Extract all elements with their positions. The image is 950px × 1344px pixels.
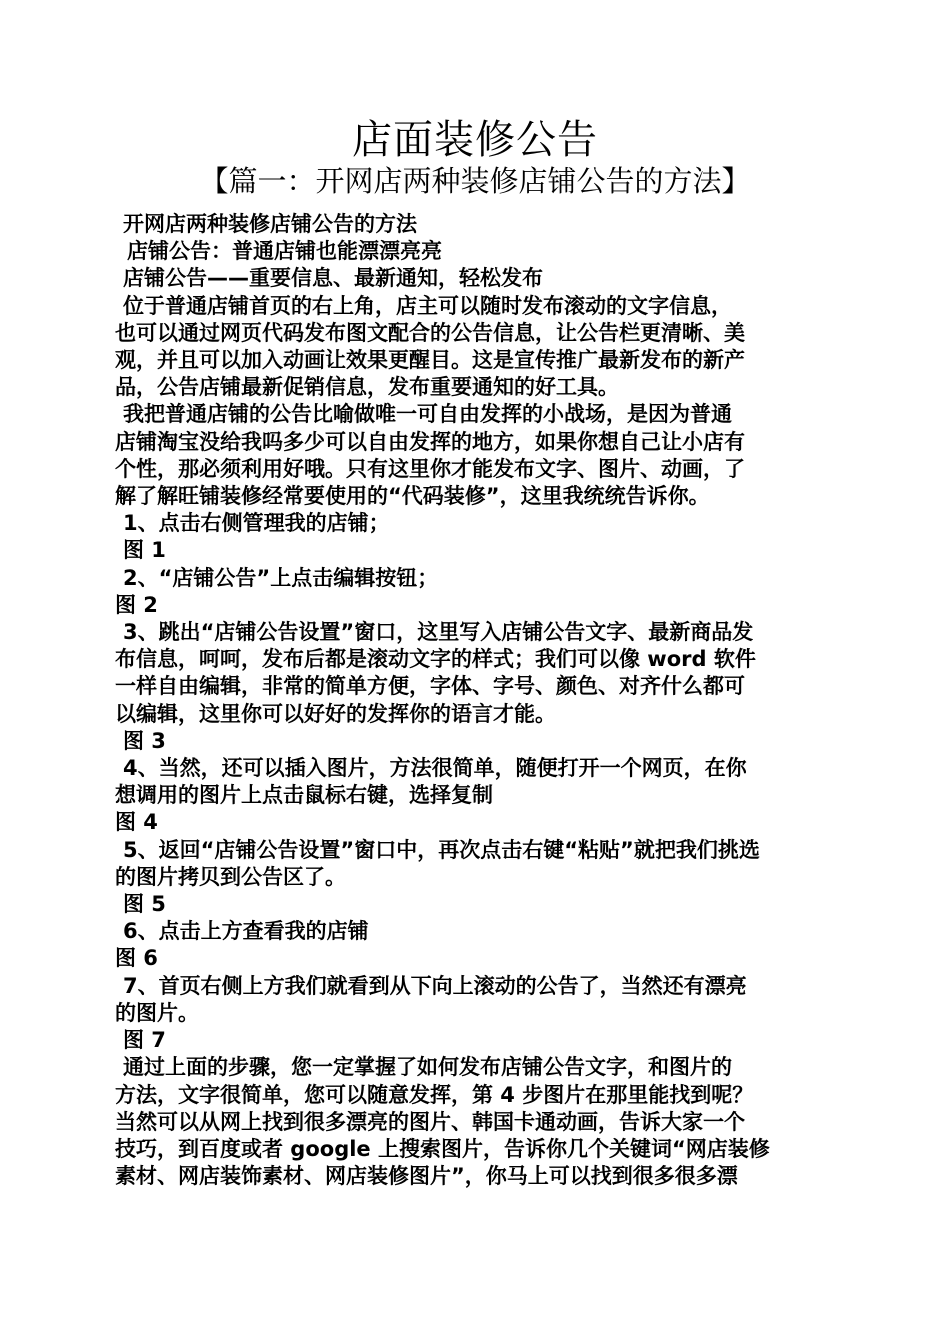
heading-line: 开网店两种装修店铺公告的方法 [123,212,417,236]
paragraph-line: 通过上面的步骤，您一定掌握了如何发布店铺公告文字，和图片的 [123,1055,732,1080]
figure-label: 图 6 [115,946,158,971]
paragraph-line: 个性，那必须利用好哦。只有这里你才能发布文字、图片、动画，了 [115,456,745,481]
paragraph-line: 位于普通店铺首页的右上角，店主可以随时发布滚动的文字信息， [123,293,732,318]
step-line: 2、“店铺公告”上点击编辑按钮； [123,565,439,590]
document-subtitle: 【篇一：开网店两种装修店铺公告的方法】 [199,164,751,198]
document-title: 店面装修公告 [352,117,598,163]
paragraph-line: 也可以通过网页代码发布图文配合的公告信息，让公告栏更清晰、美 [115,320,745,345]
paragraph-line: 布信息，呵呵，发布后都是滚动文字的样式；我们可以像 word 软件 [115,647,756,672]
paragraph-line: 当然可以从网上找到很多漂亮的图片、韩国卡通动画，告诉大家一个 [115,1109,745,1134]
heading-line: 店铺公告：普通店铺也能漂漂亮亮 [127,239,442,264]
figure-label: 图 1 [123,538,166,563]
paragraph-line: 技巧，到百度或者 google 上搜索图片，告诉你几个关键词“网店装修 [115,1136,770,1161]
figure-label: 图 3 [123,728,166,753]
paragraph-line: 观，并且可以加入动画让效果更醒目。这是宣传推广最新发布的新产 [115,348,745,373]
heading-line: 店铺公告——重要信息、最新通知，轻松发布 [123,266,543,291]
step-line: 7、首页右侧上方我们就看到从下向上滚动的公告了，当然还有漂亮 [123,973,747,998]
figure-label: 图 2 [115,592,158,617]
paragraph-line: 品，公告店铺最新促销信息，发布重要通知的好工具。 [115,375,619,400]
paragraph-line: 以编辑，这里你可以好好的发挥你的语言才能。 [115,701,556,726]
paragraph-line: 店铺淘宝没给我吗多少可以自由发挥的地方，如果你想自己让小店有 [115,429,745,454]
step-line: 3、跳出“店铺公告设置”窗口，这里写入店铺公告文字、最新商品发 [123,620,754,645]
paragraph-line: 一样自由编辑，非常的简单方便，字体、字号、颜色、对齐什么都可 [115,674,745,699]
document-body [115,211,835,1190]
paragraph-line: 的图片。 [115,1000,199,1025]
figure-label: 图 4 [115,810,158,835]
figure-label: 图 7 [123,1028,166,1053]
paragraph-line: 方法，文字很简单，您可以随意发挥，第 4 步图片在那里能找到呢？ [115,1082,754,1107]
paragraph-line: 解了解旺铺装修经常要使用的“代码装修”，这里我统统告诉你。 [115,484,710,509]
step-line: 4、当然，还可以插入图片，方法很简单，随便打开一个网页，在你 [123,756,747,781]
step-line: 5、返回“店铺公告设置”窗口中，再次点击右键“粘贴”就把我们挑选 [123,837,760,862]
paragraph-line: 的图片拷贝到公告区了。 [115,864,346,889]
paragraph-line: 想调用的图片上点击鼠标右键，选择复制 [115,783,493,808]
paragraph-line: 我把普通店铺的公告比喻做唯一可自由发挥的小战场，是因为普通 [123,402,732,427]
figure-label: 图 5 [123,892,166,917]
paragraph-line: 素材、网店装饰素材、网店装修图片”，你马上可以找到很多很多漂 [115,1164,738,1189]
step-line: 6、点击上方查看我的店铺 [123,919,369,944]
step-line: 1、点击右侧管理我的店铺； [123,511,390,536]
